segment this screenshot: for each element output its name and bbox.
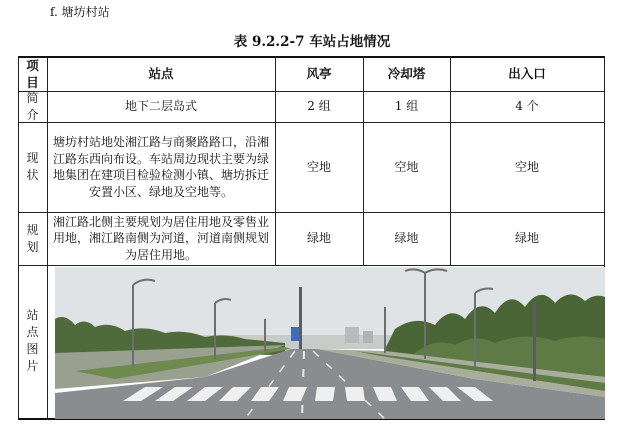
row-label-photo: 站点图片 xyxy=(26,308,39,373)
header-entrance: 出入口 xyxy=(508,66,546,81)
table-caption: 表 9.2.2-7 车站占地情况 xyxy=(233,34,391,50)
header-wind-pavilion: 风亭 xyxy=(306,66,332,81)
plan-wind-pavilion: 绿地 xyxy=(306,231,331,245)
intro-cooling-tower: 1 组 xyxy=(394,99,419,113)
section-heading: f. 塘坊村站 xyxy=(50,5,110,19)
row-label-current: 现状 xyxy=(26,151,39,182)
plan-cooling-tower: 绿地 xyxy=(394,231,419,245)
plan-entrance: 绿地 xyxy=(514,231,539,245)
intro-station: 地下二层岛式 xyxy=(124,99,197,113)
header-item: 项目 xyxy=(26,57,39,90)
current-station: 塘坊村站地处湘江路与商聚路路口，沿湘江路东西向布设。车站周边现状主要为绿地集团在建项目检验检测小镇、塘坊拆迁安置小区、绿地及空地等。 xyxy=(52,135,269,199)
station-land-table xyxy=(18,56,605,420)
header-cooling-tower: 冷却塔 xyxy=(387,66,426,81)
current-cooling-tower: 空地 xyxy=(394,159,419,174)
plan-station: 湘江路北侧主要规划为居住用地及零售业用地，湘江路南侧为河道，河道南侧规划为居住用地。 xyxy=(52,214,269,262)
row-label-plan: 规划 xyxy=(26,222,39,254)
station-site-photo xyxy=(55,267,605,419)
current-wind-pavilion: 空地 xyxy=(306,159,331,174)
header-station: 站点 xyxy=(148,66,174,81)
intro-entrance: 4 个 xyxy=(515,99,539,113)
intro-wind-pavilion: 2 组 xyxy=(307,99,331,113)
current-entrance: 空地 xyxy=(514,159,539,174)
row-label-intro: 简介 xyxy=(26,90,39,122)
